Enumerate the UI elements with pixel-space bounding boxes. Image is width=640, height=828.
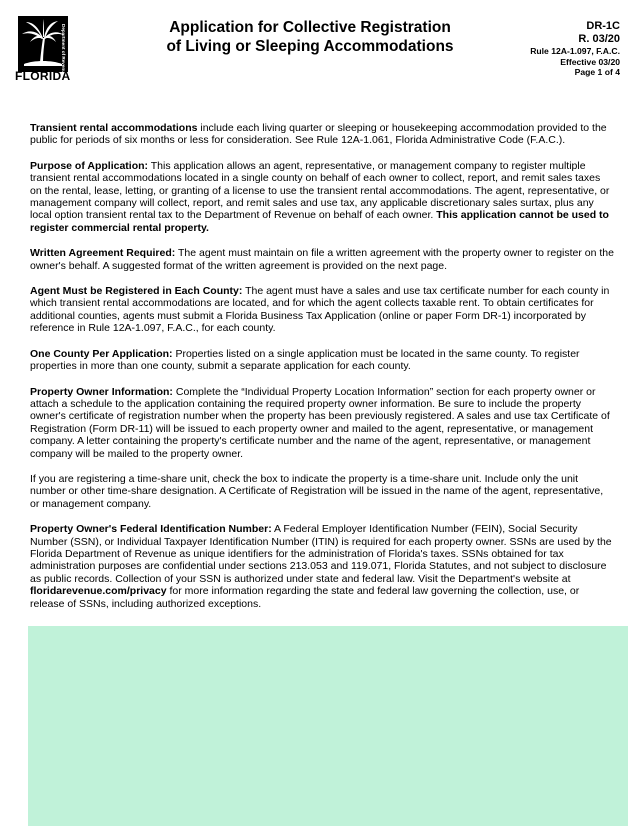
purpose-paragraph [30,160,614,234]
timeshare-text: If you are registering a time-share unit, check the box to indicate the property is a time-share unit. Include only the unit number or other time-share designation. A Certificate of Registration will be issued in the name of the agent, representative, or management company. [30,472,604,510]
title-line-2: of Living or Sleeping Accommodations [166,38,454,55]
owner-info-text: Complete the “Individual Property Location Information” section for each property owner or attach a schedule to the application containing the required property owner information. Be sure to include the property owner's certificate of registration number when the property has been previously registered. A sales and use tax Certificate of Registration (Form DR-11) will be issued to each property owner and mailed to the agent, representative, or management company. A letter containing the property's certificate number and the name of the agent, representative, or management company will be mailed to the property owner. [30,385,610,460]
highlighted-region [28,626,628,826]
federal-id-text: A Federal Employer Identification Number (FEIN), Social Security Number (SSN), or Individual Taxpayer Identification Number (ITIN) is required for each property owner. SSNs are used by the Florida Department of Revenue as unique identifiers for the administration of Florida's taxes. SSNs obtained for tax administration purposes are confidential under sections 213.053 and 119.071, Florida Statutes, and not subject to disclosure as public records. Collection of your SSN is authorized under state and federal law. Visit the Department's website at [30,523,612,585]
purpose-heading: Purpose of Application: [30,159,149,172]
written-agreement-heading: Written Agreement Required: [30,247,176,260]
federal-id-text-end: for more information regarding the state and federal law governing the collection, use, or release of SSNs, including authorized exceptions. [30,585,580,610]
form-rule: Rule 12A-1.097, F.A.C. [530,46,620,56]
logo-text: FLORIDA [15,69,71,83]
page-title [150,18,470,56]
page-number: Page 1 of 4 [574,67,620,77]
intro-bold: Transient rental accommodations [30,122,198,134]
intro-paragraph [30,122,614,147]
purpose-text: This application allows an agent, representative, or management company to register multiple transient rental accommodations located in a single county on behalf of each owner to collect, report, and remit sales taxes on the rental, lease, letting, or granting of a license to use the transient rental accommodations. The agent, representative, or management company will collect, report, and remit sales and use tax, any applicable discretionary sales surtax, plus any local option transient rental tax to the Department of Revenue on behalf of each owner. [30,159,610,222]
privacy-link[interactable]: floridarevenue.com/privacy [30,585,167,598]
form-revision: R. 03/20 [578,33,620,45]
federal-id-paragraph [30,523,614,610]
agent-registered-text: The agent must have a sales and use tax certificate number for each county in which transient rental accommodations are located, and for which the agent collects taxable rent. To obtain certificates for additional counties, agents must submit a Florida Business Tax Application (online or paper Form DR-1) incorporated by reference in Rule 12A-1.097, F.A.C., for each county. [30,285,610,335]
owner-info-heading: Property Owner Information: [30,385,173,398]
federal-id-heading: Property Owner's Federal Identification Number: [30,523,272,536]
written-agreement-text: The agent must maintain on file a written agreement with the property owner to register on the owner's behalf. A suggested format of the written agreement is provided on the next page. [30,247,614,272]
form-number: DR-1C [586,20,620,32]
agent-registered-heading: Agent Must be Registered in Each County: [30,285,243,298]
page-header [0,0,640,110]
one-county-text: Properties listed on a single application must be located in the same county. To register properties in more than one county, submit a separate application for each county. [30,347,580,373]
logo-vertical-text: Department of Revenue [61,24,66,76]
agent-registered-paragraph [30,285,614,335]
form-info [530,20,620,78]
purpose-bold-end: This application cannot be used to register commercial rental property. [30,209,609,234]
form-effective: Effective 03/20 [560,56,620,67]
instructions-body [30,122,614,623]
one-county-heading: One County Per Application: [30,347,173,360]
intro-text: include each living quarter or sleeping or housekeeping accommodation provided to the public for periods of six months or less for consideration. See Rule 12A-1.061, Florida Administrative Code (F.A.C.). [30,122,607,147]
one-county-paragraph [30,348,614,373]
written-agreement-paragraph [30,247,614,272]
title-line-1: Application for Collective Registration [169,19,451,36]
timeshare-paragraph [30,473,614,510]
owner-info-paragraph [30,386,614,460]
